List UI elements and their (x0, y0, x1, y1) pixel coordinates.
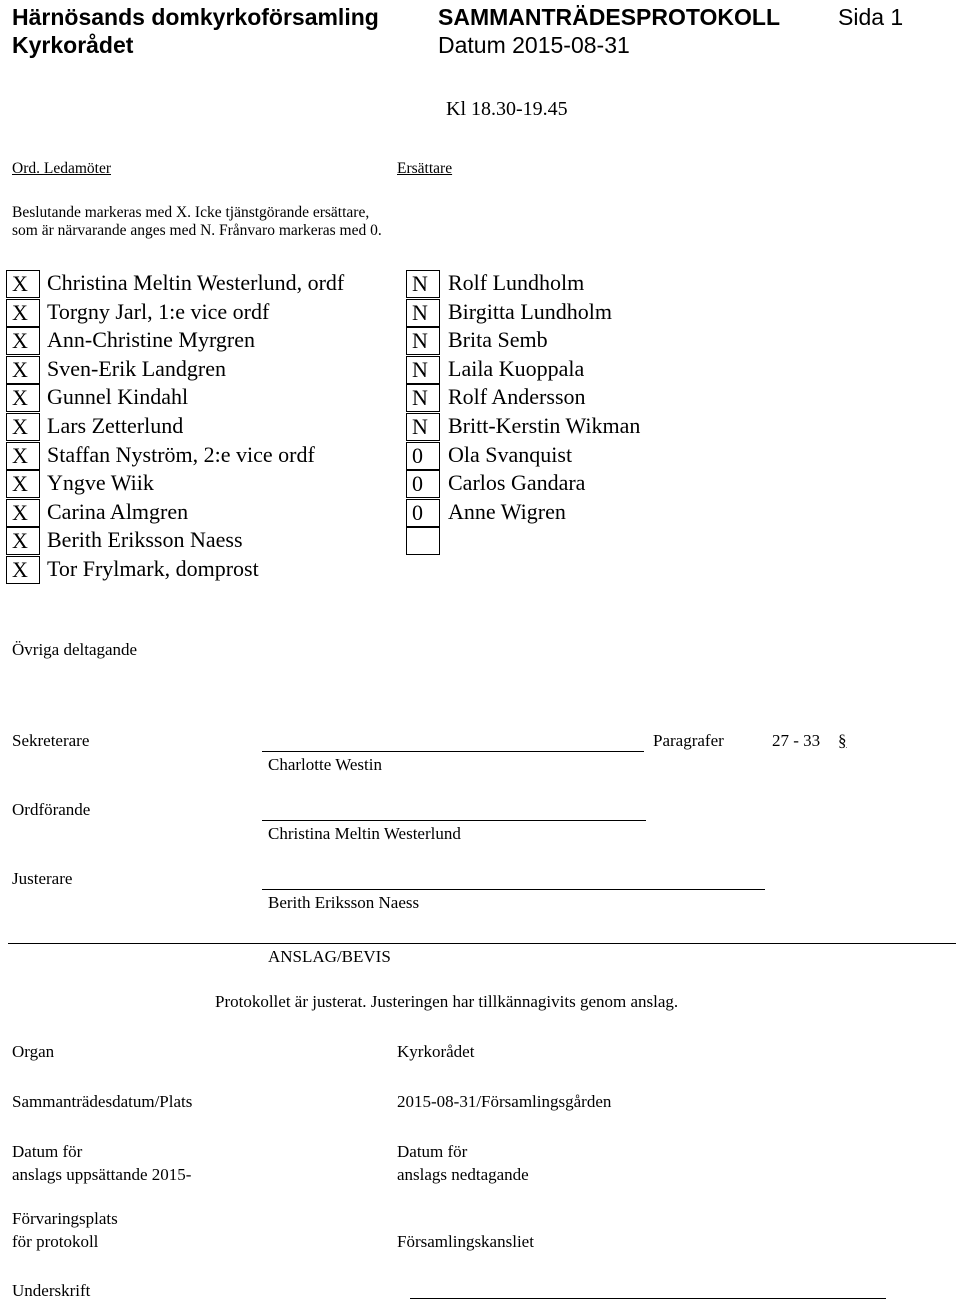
attendance-row (0, 499, 960, 527)
organ-value: Kyrkorådet (397, 1042, 475, 1061)
member-name: Tor Frylmark, domprost (47, 556, 259, 581)
member-mark-box: X (6, 527, 40, 555)
member-name: Berith Eriksson Naess (47, 527, 243, 553)
attendance-row (0, 270, 960, 298)
chair-label: Ordförande (12, 800, 91, 819)
paragraph-sign: § (838, 731, 847, 750)
adjuster-label: Justerare (12, 869, 73, 888)
board-name: Kyrkorådet (12, 32, 134, 58)
other-participants-label: Övriga deltagande (12, 640, 138, 659)
legend-line-1: Beslutande markeras med X. Icke tjänstgörande ersättare, (12, 204, 370, 221)
signature-line (410, 1298, 886, 1299)
substitute-mark-box: N (406, 327, 440, 355)
attendance-row (0, 470, 960, 498)
member-name: Sven-Erik Landgren (47, 355, 226, 381)
legend-line-2: som är närvarande anges med N. Frånvaro markeras med 0. (12, 222, 382, 239)
notice-heading: ANSLAG/BEVIS (268, 947, 391, 966)
member-mark-box: X (6, 299, 40, 327)
removed-date-label: Datum för (397, 1142, 468, 1161)
member-mark-box: X (6, 499, 40, 527)
member-name: Christina Meltin Westerlund, ordf (47, 270, 345, 295)
paragraphs-label: Paragrafer (653, 731, 724, 750)
members-heading: Ord. Ledamöter (12, 160, 111, 177)
substitute-mark-box: 0 (406, 499, 440, 527)
substitute-name: Ola Svanquist (448, 441, 573, 467)
secretary-label: Sekreterare (12, 731, 90, 750)
meeting-label: Sammanträdesdatum/Plats (12, 1092, 193, 1111)
attendance-row (0, 556, 960, 584)
section-divider (8, 943, 956, 944)
substitute-name: Birgitta Lundholm (448, 298, 612, 324)
attendance-row (0, 442, 960, 470)
adjuster-signature-line (262, 889, 765, 890)
member-mark-box: X (6, 470, 40, 498)
meeting-time: Kl 18.30-19.45 (446, 98, 568, 120)
meeting-date: Datum 2015-08-31 (438, 32, 630, 58)
attendance-row (0, 327, 960, 355)
organization-name: Härnösands domkyrkoförsamling (12, 4, 379, 30)
removed-date-label-2: anslags nedtagande (397, 1165, 529, 1184)
storage-value: Församlingskansliet (397, 1232, 534, 1251)
member-name: Gunnel Kindahl (47, 384, 189, 410)
member-name: Yngve Wiik (47, 470, 154, 496)
substitute-name: Anne Wigren (448, 498, 566, 524)
organ-label: Organ (12, 1042, 55, 1061)
signature-label: Underskrift (12, 1281, 91, 1300)
substitute-mark-box: 0 (406, 470, 440, 498)
member-mark-box: X (6, 413, 40, 441)
substitute-mark-box: N (406, 270, 440, 298)
member-mark-box: X (6, 356, 40, 384)
member-mark-box: X (6, 384, 40, 412)
member-name: Torgny Jarl, 1:e vice ordf (47, 298, 270, 324)
meeting-value: 2015-08-31/Församlingsgården (397, 1092, 612, 1111)
substitute-name: Rolf Lundholm (448, 270, 585, 295)
member-mark-box: X (6, 442, 40, 470)
substitute-mark-box (406, 527, 440, 555)
member-name: Carina Almgren (47, 498, 189, 524)
substitute-name: Carlos Gandara (448, 470, 586, 496)
chair-signature-line (262, 820, 646, 821)
secretary-name: Charlotte Westin (268, 755, 382, 774)
notice-statement: Protokollet är justerat. Justeringen har tillkännagivits genom anslag. (215, 992, 679, 1011)
substitute-name: Rolf Andersson (448, 384, 586, 410)
member-name: Lars Zetterlund (47, 413, 184, 438)
substitute-mark-box: 0 (406, 442, 440, 470)
adjuster-name: Berith Eriksson Naess (268, 893, 420, 912)
substitute-name: Laila Kuoppala (448, 355, 585, 381)
member-mark-box: X (6, 556, 40, 584)
substitute-mark-box: N (406, 299, 440, 327)
member-name: Ann-Christine Myrgren (47, 327, 255, 353)
storage-label-2: för protokoll (12, 1232, 99, 1251)
substitutes-heading: Ersättare (397, 160, 453, 177)
attendance-row (0, 384, 960, 412)
attendance-row (0, 356, 960, 384)
secretary-signature-line (262, 751, 644, 752)
substitute-name: Britt-Kerstin Wikman (448, 413, 641, 438)
attendance-row (0, 299, 960, 327)
storage-label: Förvaringsplats (12, 1209, 118, 1228)
substitute-name: Brita Semb (448, 327, 548, 353)
substitute-mark-box: N (406, 413, 440, 441)
posted-date-label: Datum för (12, 1142, 83, 1161)
chair-name: Christina Meltin Westerlund (268, 824, 461, 843)
attendance-row (0, 413, 960, 441)
posted-date-label-2: anslags uppsättande 2015- (12, 1165, 192, 1184)
page-number: Sida 1 (838, 4, 904, 30)
document-type: SAMMANTRÄDESPROTOKOLL (438, 4, 781, 30)
member-mark-box: X (6, 270, 40, 298)
member-mark-box: X (6, 327, 40, 355)
member-name: Staffan Nyström, 2:e vice ordf (47, 441, 315, 467)
paragraphs-value: 27 - 33 (772, 731, 821, 750)
substitute-mark-box: N (406, 384, 440, 412)
substitute-mark-box: N (406, 356, 440, 384)
attendance-row (0, 527, 960, 555)
